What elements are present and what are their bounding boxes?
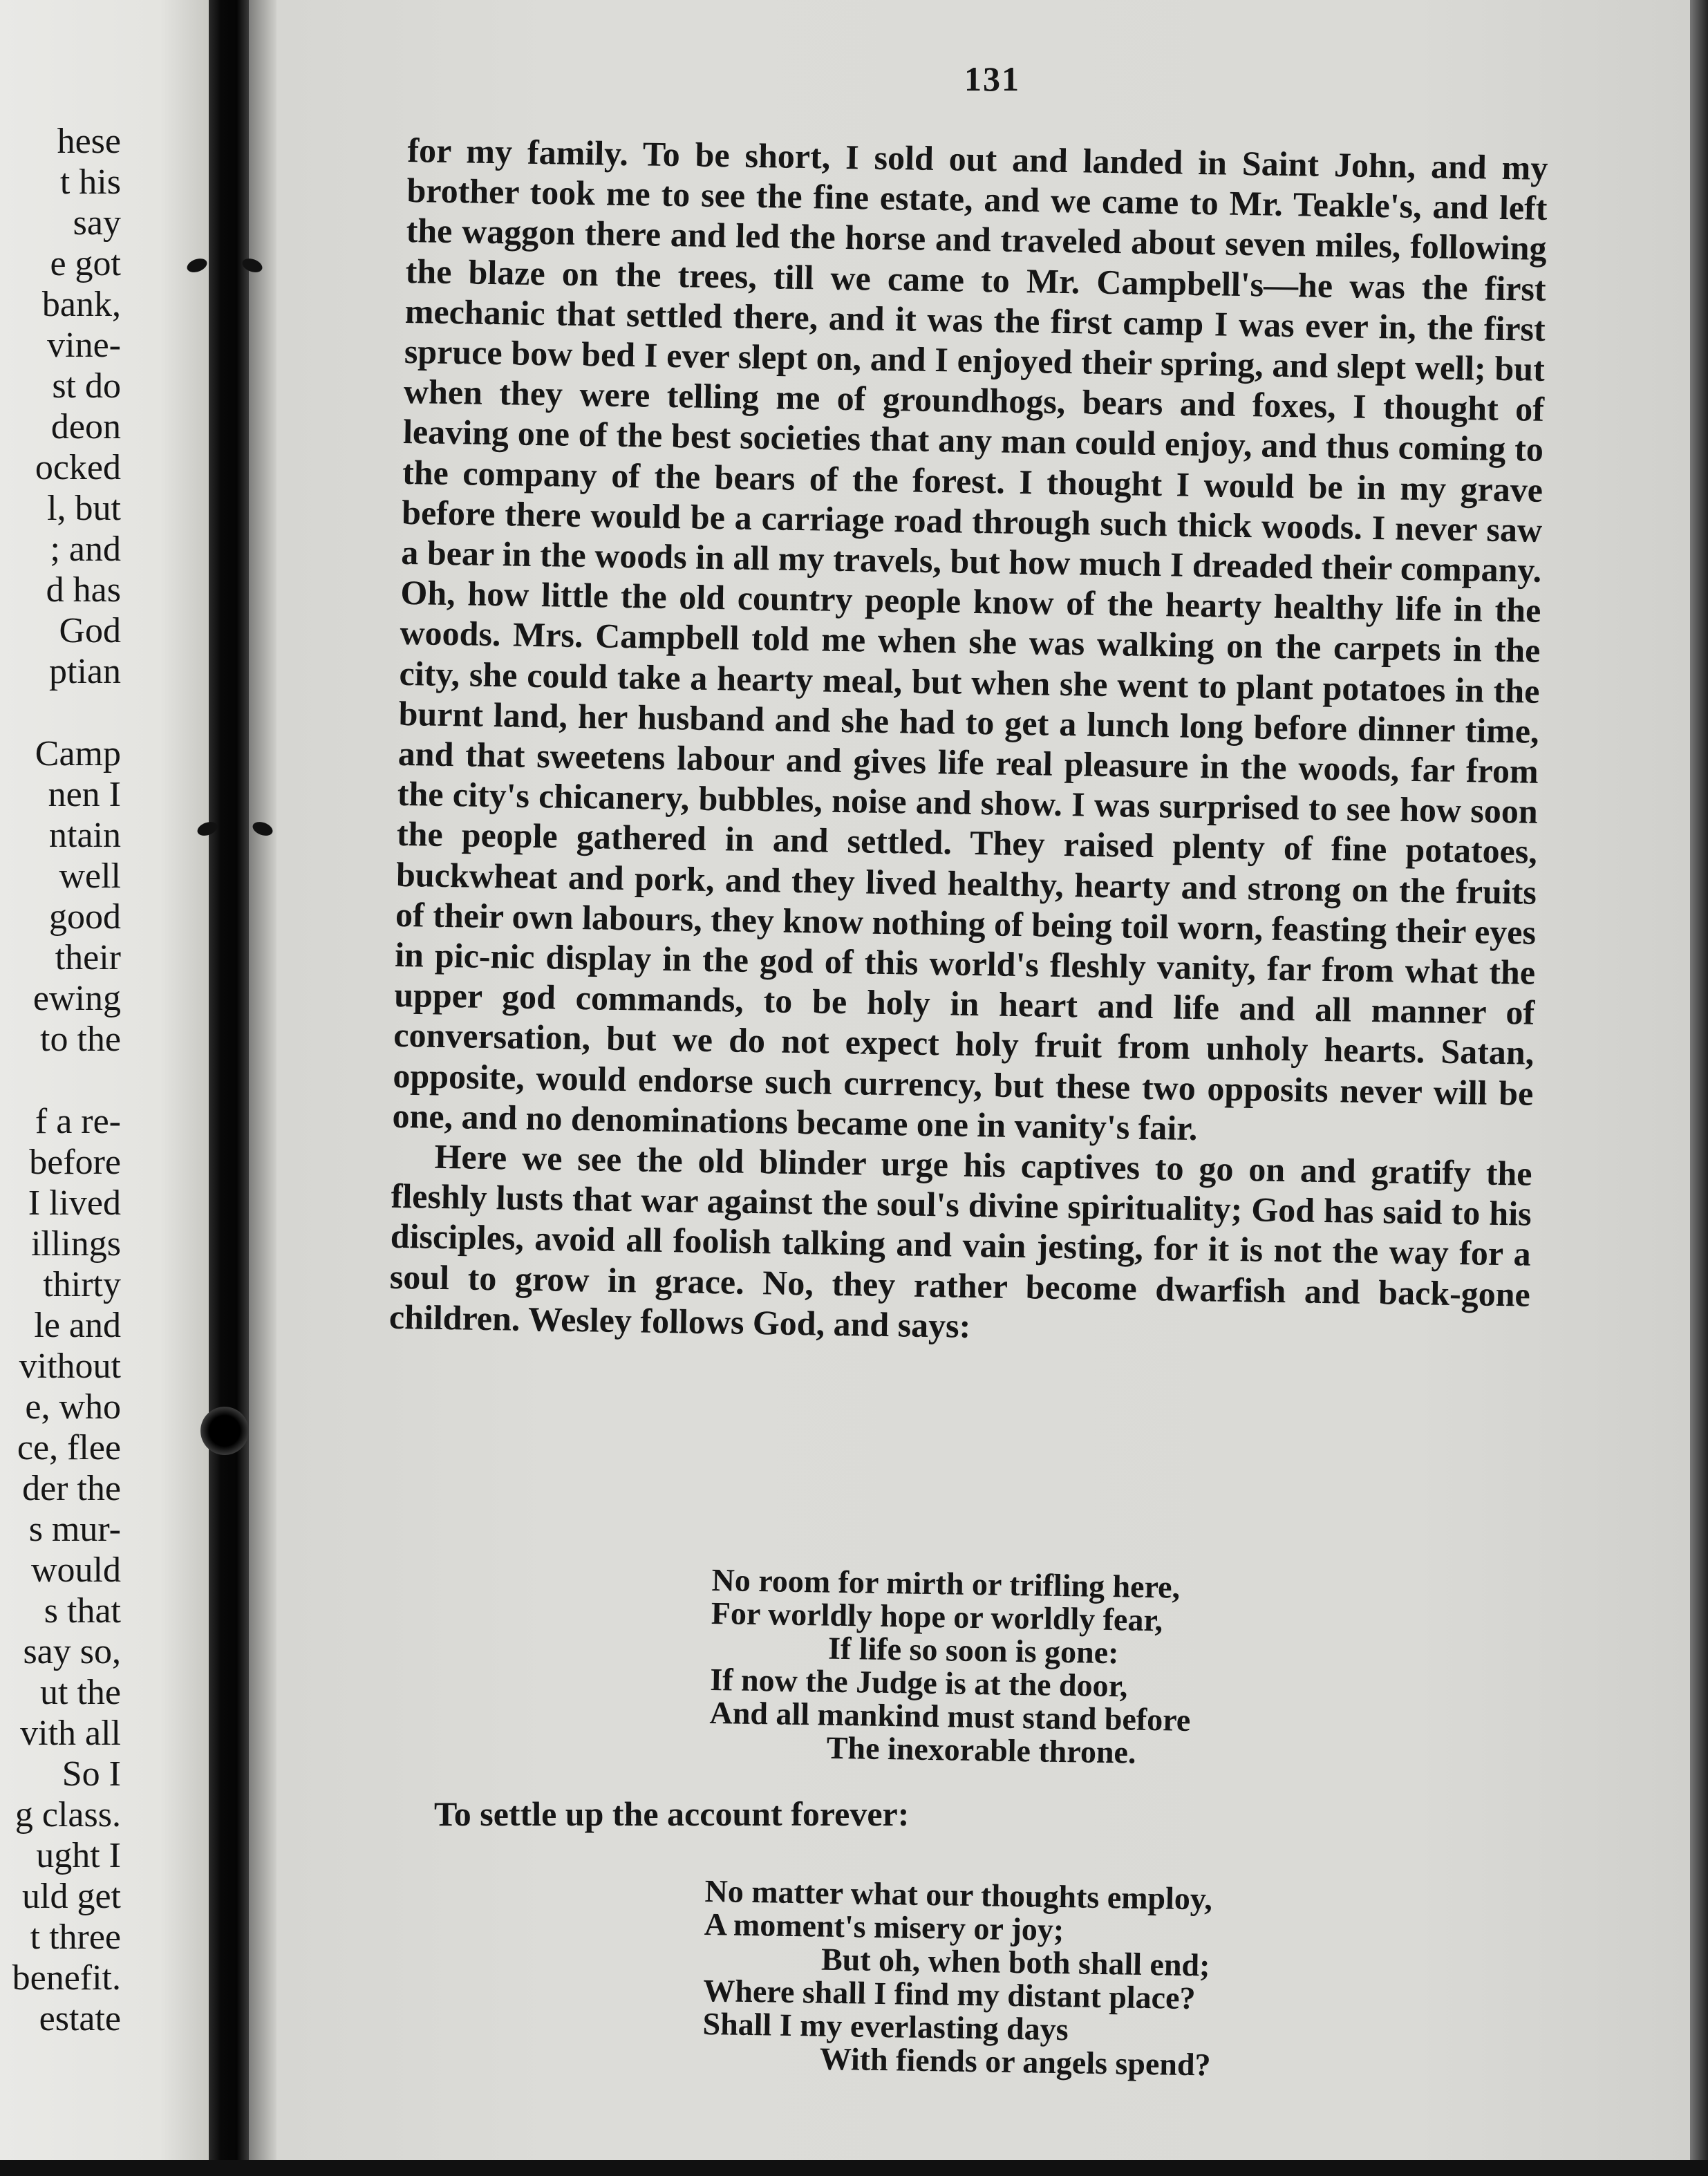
verse-line: If life so soon is gone: xyxy=(827,1630,1119,1671)
left-page-line: estate xyxy=(39,1999,121,2038)
left-page-line: uld get xyxy=(22,1877,121,1916)
left-page-line: say so, xyxy=(23,1632,121,1671)
left-page-line: before xyxy=(29,1143,121,1182)
left-page-line: st do xyxy=(52,366,121,406)
binding-hole xyxy=(200,1407,249,1455)
verse-line: With fiends or angels spend? xyxy=(819,2041,1211,2083)
left-page-line: ewing xyxy=(32,979,121,1018)
left-page-line: deon xyxy=(50,407,121,447)
page-number: 131 xyxy=(964,59,1020,98)
left-page-line xyxy=(0,1060,121,1101)
verse-stanza-2 xyxy=(702,1875,1213,2082)
left-page-line: vith all xyxy=(20,1714,121,1753)
binding-stitch-middle xyxy=(197,816,273,843)
spine-shadow xyxy=(249,0,276,2176)
verse-line: No matter what our thoughts employ, xyxy=(704,1873,1213,1917)
left-page-line: g class. xyxy=(15,1795,121,1835)
book-spine xyxy=(209,0,249,2176)
left-page-line: God xyxy=(59,611,121,650)
paragraph-2: Here we see the old blinder urge his captives to go on and gratify the fleshly lusts that war against the soul's divine spirituality; God has said to his disciples, avoid all foolish talking and vain jesting, for it is not the way for a soul to grow in grace. No, they rather become dwarfish and back-gone children. Wesley follows God, and says: xyxy=(388,1136,1532,1345)
left-page-line: ught I xyxy=(36,1836,121,1875)
left-page-line: So I xyxy=(62,1754,121,1794)
binding-stitch-top xyxy=(187,252,263,280)
paragraph-1: for my family. To be short, I sold out and landed in Saint John, and my brother took me to see the fine estate, and we came to Mr. Teakle's, and left the waggon there and led the horse and traveled about seven miles, following the blaze on the trees, till we came to Mr. Campbell's—he was the first mechanic that settled there, and it was the first camp I was ever in, the first spruce bow bed I ever slept on, and I enjoyed their spring, and slept well; but when they were telling me of groundhogs, bears and foxes, I thought of leaving one of the best societies that any man could enjoy, and thus coming to the company of the bears of the forest. I thought I would be in my grave before there would be a carriage road through such thick woods. I never saw a bear in the woods in all my travels, but how much I dreaded their company. Oh, how little the old country people know of the hearty healthy life in the woods. Mrs. Campbell told me when she was walking on the carpets in the city, she could take a hearty meal, but when she went to plant potatoes in the burnt land, her husband and she had to get a lunch long before dinner time, and that sweetens labour and gives life real pleasure in the woods, far from the city's chicanery, bubbles, noise and show. I was surprised to see how soon the people gathered in and settled. They raised plenty of fine potatoes, buckwheat and pork, and they lived healthy, hearty and strong on the fruits of their own labours, they know nothing of being toil worn, feasting their eyes in pic-nic display in the god of this world's fleshly vanity, far from what the upper god commands, to be holy in heart and life and all manner of conversation, but we do not expect holy fruit from unholy hearts. Satan, opposite, would endorse such currency, but these two opposits never will be one, and no denominations became one in vanity's fair. xyxy=(392,130,1548,1147)
left-page-line: ntain xyxy=(49,816,121,855)
left-page-line: d has xyxy=(46,570,121,610)
left-page-line: l, but xyxy=(47,489,121,528)
left-page-line: ut the xyxy=(40,1673,121,1712)
left-page-line: ocked xyxy=(35,448,121,487)
left-page-line: vithout xyxy=(19,1347,121,1386)
verse-stanza-1 xyxy=(708,1564,1192,1770)
left-page-line: der the xyxy=(22,1469,121,1508)
verse-line: If now the Judge is at the door, xyxy=(709,1661,1128,1704)
left-page-line: f a re- xyxy=(35,1102,121,1141)
left-page-line: illings xyxy=(30,1224,121,1264)
left-page-line: ; and xyxy=(50,529,121,569)
left-page-line: e, who xyxy=(25,1387,121,1427)
bridge-line: To settle up the account forever: xyxy=(434,1794,910,1833)
left-page-line: their xyxy=(55,938,121,977)
left-page-line: say xyxy=(73,203,121,243)
left-page-line: vine- xyxy=(47,326,121,365)
left-page-line: ce, flee xyxy=(17,1428,121,1467)
left-page-line: bank, xyxy=(41,285,121,324)
left-page-line: benefit. xyxy=(12,1958,121,1998)
left-page-line: s mur- xyxy=(28,1510,121,1549)
page-right-edge xyxy=(1690,0,1708,2176)
page-bottom-edge xyxy=(0,2160,1708,2176)
left-page-line: t three xyxy=(30,1917,121,1957)
left-page-line: Camp xyxy=(35,734,121,773)
left-page-line: thirty xyxy=(43,1265,121,1304)
left-page-line: ptian xyxy=(49,652,121,691)
left-page-text xyxy=(0,121,121,2039)
verse-line: The inexorable throne. xyxy=(826,1729,1136,1770)
left-page-line: to the xyxy=(40,1020,121,1059)
left-page-line: hese xyxy=(57,122,121,161)
verse-line: No room for mirth or trifling here, xyxy=(711,1562,1181,1605)
left-page-line: would xyxy=(31,1550,121,1590)
left-page-line: le and xyxy=(34,1306,121,1345)
left-page-line: t his xyxy=(59,162,121,202)
verse-line: Where shall I find my distant place? xyxy=(702,1972,1196,2016)
verse-line: Shall I my everlasting days xyxy=(702,2005,1069,2047)
left-page-line: well xyxy=(59,856,121,896)
body-text xyxy=(389,130,1548,1355)
left-page-line: good xyxy=(49,897,121,937)
left-page-line: s that xyxy=(44,1591,121,1631)
verse-line: A moment's misery or joy; xyxy=(704,1906,1064,1948)
left-page-line xyxy=(0,692,121,733)
verse-line: For worldly hope or worldly fear, xyxy=(711,1595,1163,1638)
left-page-line: I lived xyxy=(28,1183,121,1223)
left-page-line: e got xyxy=(50,244,121,283)
left-page-line: nen I xyxy=(48,775,121,814)
left-facing-page xyxy=(0,0,228,2176)
verse-line: And all mankind must stand before xyxy=(709,1694,1191,1738)
verse-line: But oh, when both shall end; xyxy=(820,1941,1210,1983)
